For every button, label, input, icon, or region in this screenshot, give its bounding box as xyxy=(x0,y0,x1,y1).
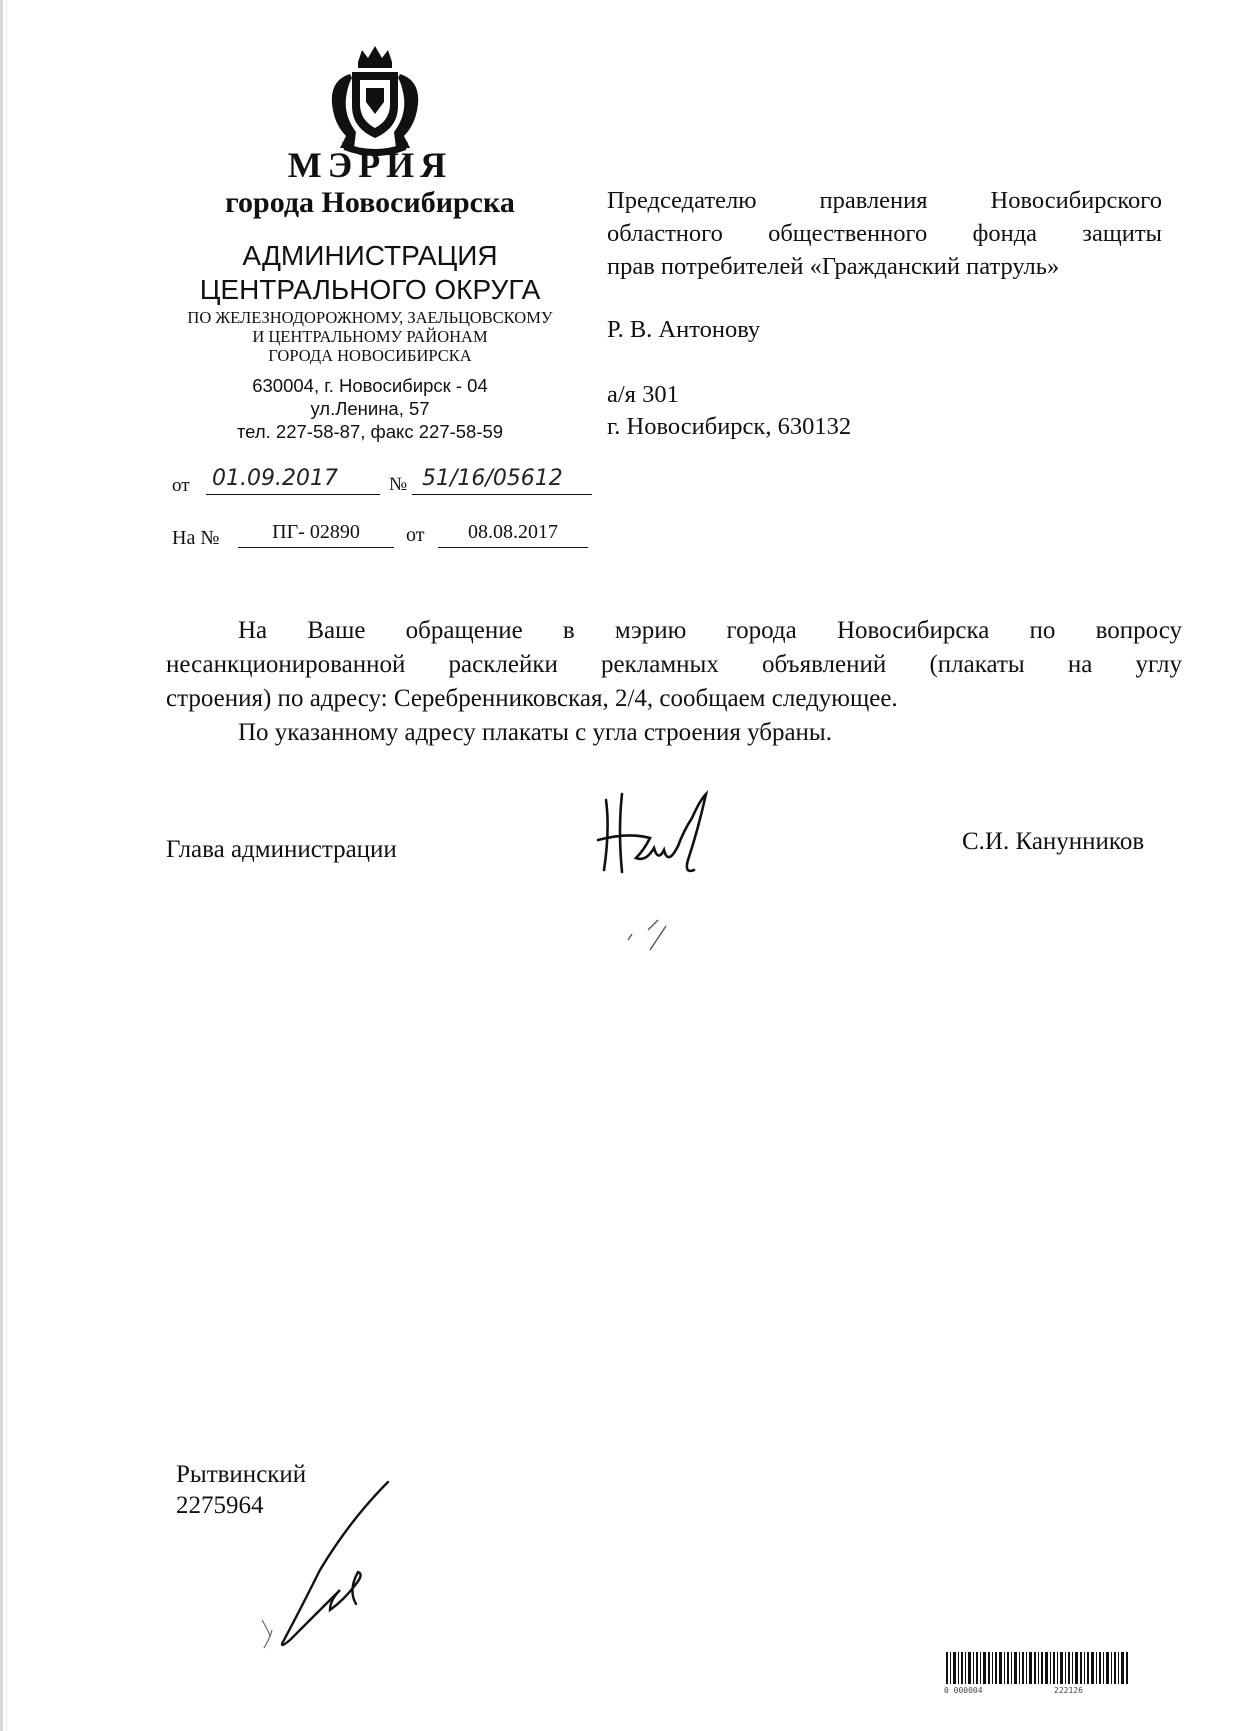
reply-number-value: ПГ- 02890 xyxy=(238,521,394,548)
signatory-name: С.И. Канунников xyxy=(962,828,1145,855)
scan-edge xyxy=(0,0,3,1731)
body-paragraph-line: несанкционированной расклейки рекламных объявлений (плакаты на углу xyxy=(166,651,1182,678)
recipient-position-line: прав потребителей «Гражданский патруль» xyxy=(607,253,1060,280)
sender-postal-address: 630004, г. Новосибирск - 04 xyxy=(252,375,488,396)
outgoing-number-value: 51/16/05612 xyxy=(412,466,592,495)
districts-line: ГОРОДА НОВОСИБИРСКА xyxy=(268,346,472,365)
administration-district: ЦЕНТРАЛЬНОГО ОКРУГА xyxy=(199,274,541,305)
outgoing-date-value: 01.09.2017 xyxy=(206,466,380,495)
scan-edge-line xyxy=(6,0,7,1731)
barcode-right-digits: 222126 xyxy=(1054,1686,1083,1695)
reply-date-label: от xyxy=(406,524,425,546)
sender-phone-fax: тел. 227-58-87, факс 227-58-59 xyxy=(236,421,504,442)
recipient-po-box: а/я 301 xyxy=(607,381,679,408)
outgoing-number-label: № xyxy=(389,474,408,495)
outgoing-date-label: от xyxy=(172,475,190,496)
recipient-position-line: Председателю правления Новосибирского xyxy=(607,187,1162,214)
districts-line: И ЦЕНТРАЛЬНОМУ РАЙОНАМ xyxy=(252,327,488,346)
recipient-position-line: областного общественного фонда защиты xyxy=(607,220,1162,247)
sender-street-address: ул.Ленина, 57 xyxy=(310,398,430,419)
signatory-title: Глава администрации xyxy=(166,836,397,863)
barcode-bars xyxy=(944,1652,1134,1686)
mayoralty-title: МЭРИЯ xyxy=(287,145,453,185)
districts-line: ПО ЖЕЛЕЗНОДОРОЖНОМУ, ЗАЕЛЬЦОВСКОМУ xyxy=(187,308,553,327)
reply-number-label: На № xyxy=(172,527,220,549)
administration-title: АДМИНИСТРАЦИЯ xyxy=(242,240,498,271)
executor-name: Рытвинский xyxy=(176,1461,307,1488)
city-title: города Новосибирска xyxy=(225,186,515,219)
recipient-name: Р. В. Антонову xyxy=(607,316,761,343)
initials-signature xyxy=(260,1480,400,1650)
document-barcode xyxy=(944,1652,1134,1698)
handwritten-signature xyxy=(588,790,738,960)
body-paragraph-line: На Ваше обращение в мэрию города Новосибирска по вопросу xyxy=(238,617,1182,644)
executor-phone: 2275964 xyxy=(176,1492,264,1519)
body-paragraph-line: строения) по адресу: Серебренниковская, 2/4, сообщаем следующее. xyxy=(166,685,898,712)
coat-of-arms-icon xyxy=(320,44,430,156)
barcode-left-digits: 0 000004 xyxy=(944,1686,983,1695)
reply-date-value: 08.08.2017 xyxy=(438,521,588,548)
body-paragraph-line: По указанному адресу плакаты с угла строения убраны. xyxy=(238,719,832,746)
recipient-city: г. Новосибирск, 630132 xyxy=(607,413,852,440)
